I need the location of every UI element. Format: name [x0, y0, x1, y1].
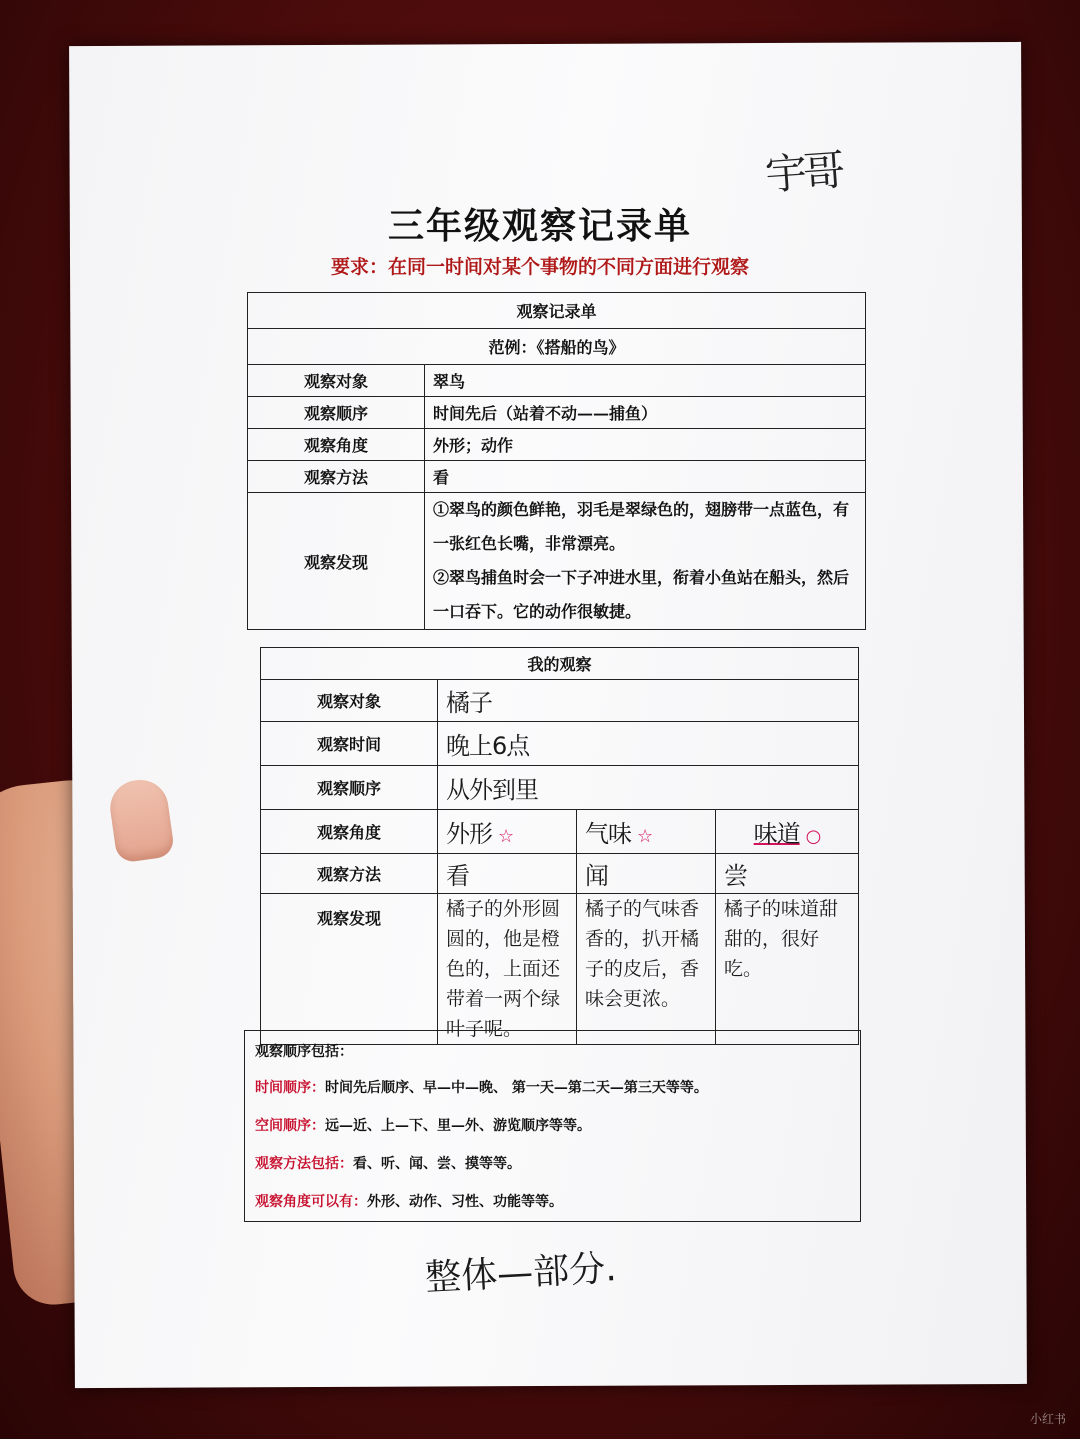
example-findings-label: 观察发现 — [248, 493, 425, 630]
signature-top: 宇哥 — [763, 145, 843, 200]
angle-cell — [577, 810, 716, 854]
example-value: 翠鸟 — [425, 365, 866, 397]
notes-box — [244, 1030, 861, 1222]
example-subheader: 范例：《搭船的鸟》 — [248, 329, 866, 365]
mine-order-value: 从外到里 — [438, 766, 859, 810]
example-finding: ①翠鸟的颜色鲜艳，羽毛是翠绿色的，翅膀带一点蓝色，有一张红色长嘴，非常漂亮。 — [433, 500, 850, 553]
example-label: 观察对象 — [248, 365, 425, 397]
note-line — [255, 1077, 850, 1097]
note-text: 外形、动作、习性、功能等等。 — [367, 1194, 563, 1210]
note-text: 时间先后顺序、早—中—晚、 第一天—第二天—第三天等等。 — [325, 1080, 708, 1096]
example-label: 观察顺序 — [248, 397, 425, 429]
mine-label: 观察方法 — [261, 854, 438, 894]
angle-cell — [716, 810, 859, 854]
star-icon: ☆ — [498, 826, 514, 847]
angle-text: 外形 — [446, 820, 492, 848]
watermark-logo: 小红书 — [1030, 1412, 1067, 1426]
angle-text: 味道 — [753, 820, 800, 848]
mine-label: 观察顺序 — [261, 766, 438, 810]
note-line — [255, 1191, 850, 1211]
star-icon: ○ — [805, 826, 821, 847]
finding-cell: 橘子的气味香香的，扒开橘子的皮后，香味会更浓。 — [577, 894, 716, 1045]
example-value: 时间先后（站着不动——捕鱼） — [425, 397, 866, 429]
star-icon: ☆ — [637, 826, 653, 847]
method-cell: 闻 — [577, 854, 716, 894]
angle-text: 气味 — [585, 820, 631, 848]
page-title: 三年级观察记录单 — [387, 205, 692, 247]
note-line — [255, 1153, 850, 1173]
example-finding: ②翠鸟捕鱼时会一下子冲进水里，衔着小鱼站在船头，然后一口吞下。它的动作很敏捷。 — [433, 568, 850, 621]
example-table — [247, 292, 866, 630]
method-cell: 尝 — [716, 854, 859, 894]
requirement-text: 要求：在同一时间对某个事物的不同方面进行观察 — [330, 256, 749, 278]
mine-time-value: 晚上6点 — [438, 722, 859, 766]
note-label: 观察角度可以有： — [255, 1194, 367, 1210]
mine-label: 观察对象 — [261, 680, 438, 722]
mine-label: 观察发现 — [261, 894, 438, 1045]
signature-bottom: 整体—部分. — [424, 1248, 618, 1299]
angle-cell — [438, 810, 577, 854]
mine-object-value: 橘子 — [438, 680, 859, 722]
finding-cell: 橘子的外形圆圆的，他是橙色的，上面还带着一两个绿叶子呢。 — [438, 894, 577, 1045]
mine-label: 观察角度 — [261, 810, 438, 854]
example-value: 看 — [425, 461, 866, 493]
mine-header: 我的观察 — [261, 648, 859, 680]
example-findings — [425, 493, 866, 630]
mine-label: 观察时间 — [261, 722, 438, 766]
example-label: 观察方法 — [248, 461, 425, 493]
notes-cell — [245, 1031, 861, 1222]
note-line — [255, 1115, 850, 1135]
example-value: 外形；动作 — [425, 429, 866, 461]
note-text: 远—近、上—下、里—外、游览顺序等等。 — [325, 1118, 591, 1134]
note-text: 看、听、闻、尝、摸等等。 — [353, 1156, 521, 1172]
notes-heading: 观察顺序包括： — [255, 1044, 353, 1060]
finding-cell: 橘子的味道甜甜的，很好吃。 — [716, 894, 859, 1045]
example-label: 观察角度 — [248, 429, 425, 461]
note-label: 观察方法包括： — [255, 1156, 353, 1172]
my-observation-table — [260, 647, 859, 1045]
note-label: 时间顺序： — [255, 1080, 325, 1096]
example-header: 观察记录单 — [248, 293, 866, 329]
note-label: 空间顺序： — [255, 1118, 325, 1134]
method-cell: 看 — [438, 854, 577, 894]
